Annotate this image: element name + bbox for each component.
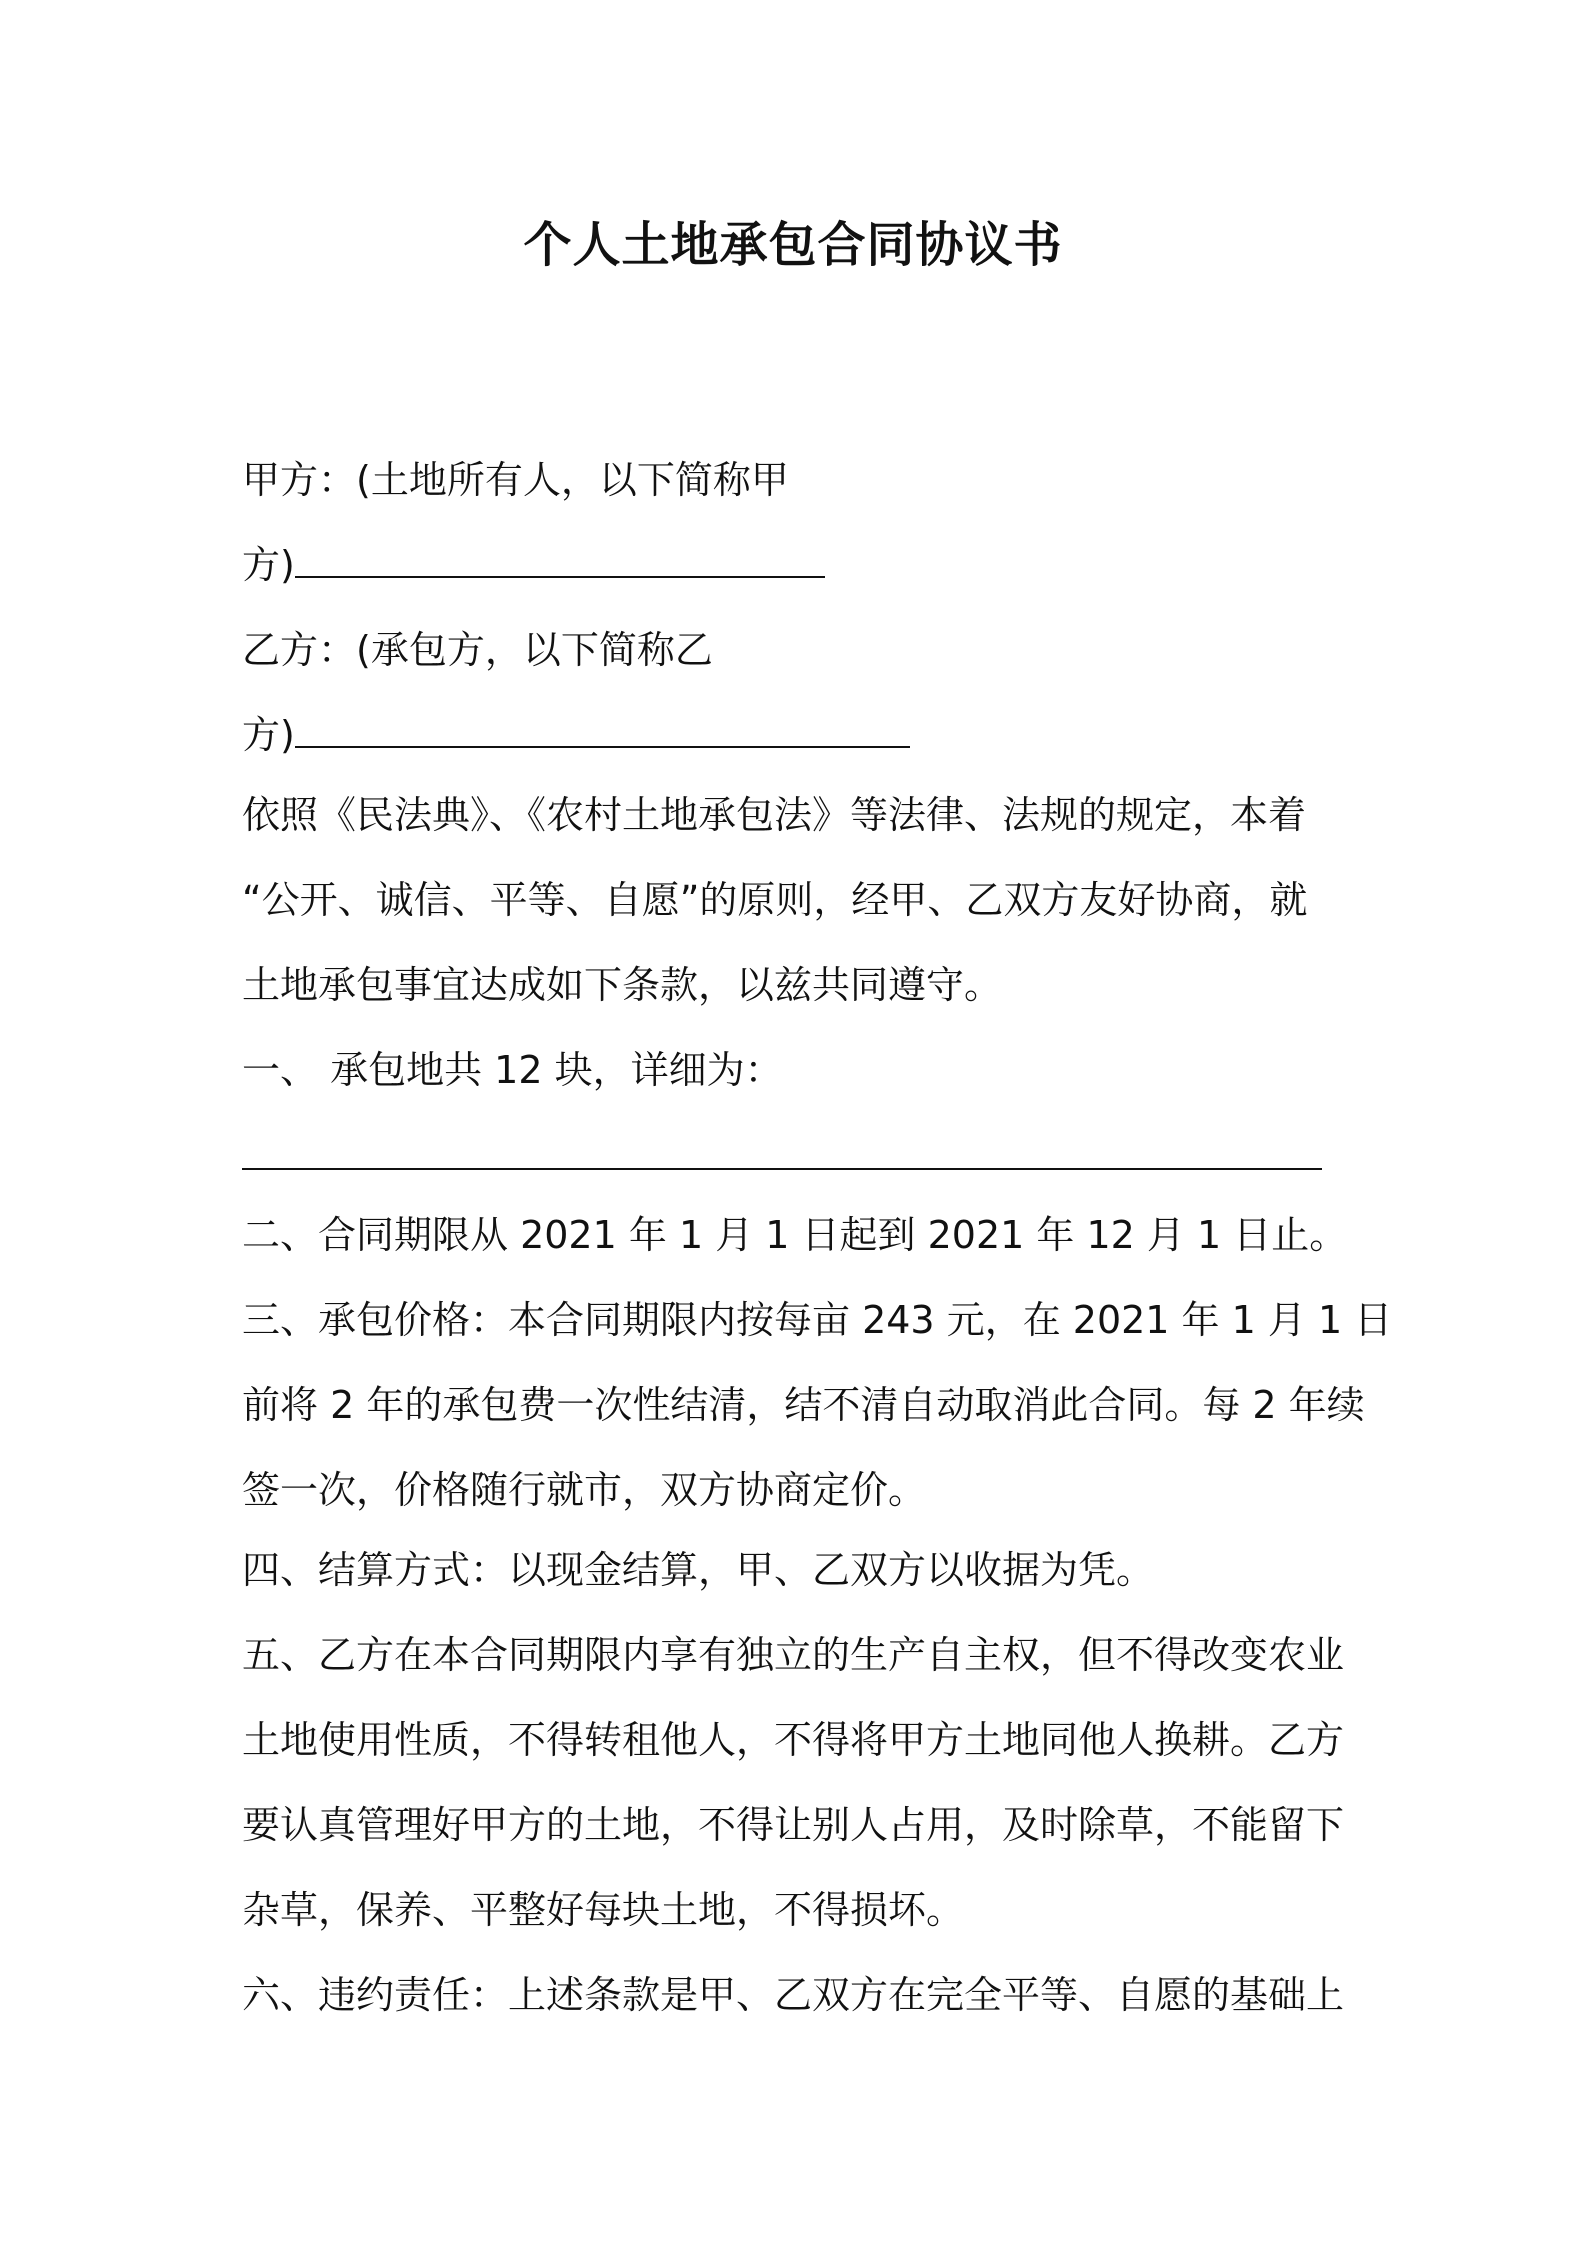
party-b-label: 方) (242, 713, 295, 757)
clause-5-line3: 要认真管理好甲方的土地，不得让别人占用，及时除草，不能留下 (242, 1803, 1345, 1847)
intro-line3: 土地承包事宜达成如下条款，以兹共同遵守。 (242, 963, 1003, 1007)
party-b-line1: 乙方：(承包方，以下简称乙 (242, 628, 713, 672)
party-a-line2 (242, 540, 825, 590)
party-a-blank (295, 542, 825, 578)
document-title: 个人土地承包合同协议书 (523, 217, 1063, 273)
clause-3-line2: 前将 2 年的承包费一次性结清，结不清自动取消此合同。每 2 年续 (242, 1383, 1365, 1427)
clause-1-blank-line (242, 1168, 1322, 1170)
clause-5-line1: 五、乙方在本合同期限内享有独立的生产自主权，但不得改变农业 (242, 1633, 1345, 1677)
party-b-blank (295, 712, 910, 748)
clause-3-line1: 三、承包价格：本合同期限内按每亩 243 元，在 2021 年 1 月 1 日 (242, 1298, 1393, 1342)
clause-6-line1: 六、违约责任：上述条款是甲、乙双方在完全平等、自愿的基础上 (242, 1973, 1345, 2017)
clause-4: 四、结算方式：以现金结算，甲、乙双方以收据为凭。 (242, 1548, 1155, 1592)
party-b-line2 (242, 710, 910, 760)
intro-line2: “公开、诚信、平等、自愿”的原则，经甲、乙双方友好协商，就 (242, 878, 1308, 922)
intro-line1: 依照《民法典》、《农村土地承包法》等法律、法规的规定，本着 (242, 793, 1307, 837)
party-a-label: 方) (242, 543, 295, 587)
clause-5-line2: 土地使用性质，不得转租他人，不得将甲方土地同他人换耕。乙方 (242, 1718, 1345, 1762)
clause-5-line4: 杂草，保养、平整好每块土地，不得损坏。 (242, 1888, 965, 1932)
clause-2: 二、合同期限从 2021 年 1 月 1 日起到 2021 年 12 月 1 日止。 (242, 1213, 1348, 1257)
clause-3-line3: 签一次，价格随行就市，双方协商定价。 (242, 1468, 927, 1512)
party-a-line1: 甲方：(土地所有人，以下简称甲 (242, 458, 789, 502)
clause-1: 一、 承包地共 12 块，详细为： (242, 1048, 783, 1092)
